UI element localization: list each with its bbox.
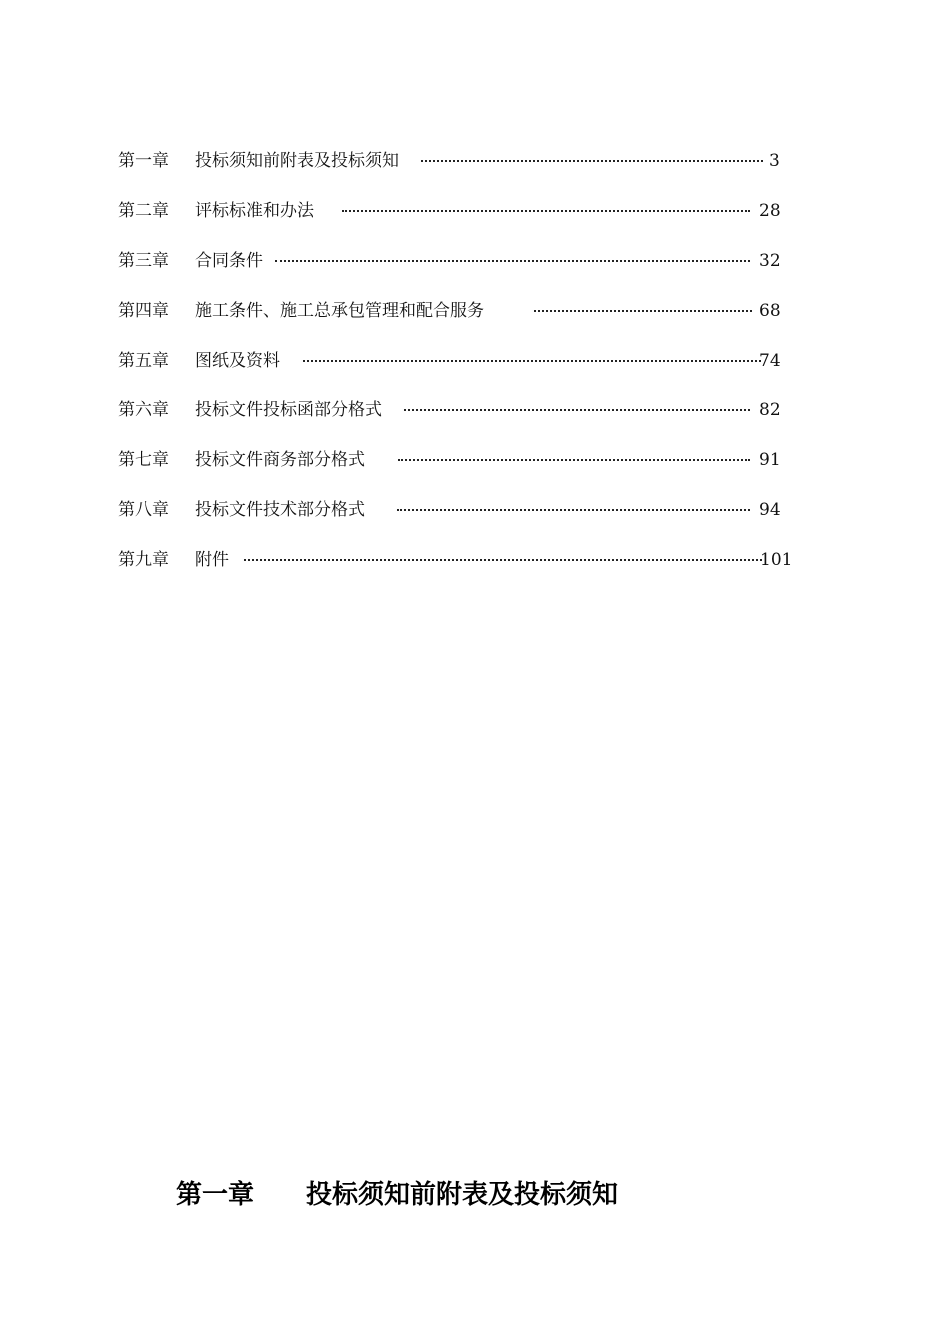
- toc-dot-leader: [342, 210, 750, 212]
- toc-chapter-number: 第七章: [118, 450, 169, 470]
- toc-chapter-title: 投标文件技术部分格式: [195, 500, 365, 520]
- toc-chapter-title: 投标须知前附表及投标须知: [195, 151, 399, 171]
- toc-page-number: 101: [760, 550, 793, 570]
- toc-chapter-number: 第一章: [118, 151, 169, 171]
- toc-dot-leader: [534, 310, 752, 312]
- toc-page-number: 32: [759, 251, 781, 271]
- toc-chapter-title: 施工条件、施工总承包管理和配合服务: [195, 301, 484, 321]
- chapter-heading-number: 第一章: [176, 1180, 255, 1210]
- toc-page-number: 82: [759, 400, 781, 420]
- toc-dot-leader: [303, 360, 761, 362]
- chapter-heading: [176, 1176, 618, 1214]
- toc-chapter-number: 第二章: [118, 201, 169, 221]
- toc-chapter-number: 第四章: [118, 301, 169, 321]
- toc-chapter-number: 第八章: [118, 500, 169, 520]
- toc-chapter-number: 第五章: [118, 351, 169, 371]
- toc-chapter-number: 第六章: [118, 400, 169, 420]
- toc-chapter-title: 合同条件: [195, 251, 263, 271]
- toc-dot-leader: [397, 509, 750, 511]
- toc-page-number: 74: [759, 351, 781, 371]
- toc-page-number: 91: [759, 450, 781, 470]
- toc-chapter-title: 投标文件投标函部分格式: [195, 400, 382, 420]
- toc-chapter-title: 投标文件商务部分格式: [195, 450, 365, 470]
- toc-dot-leader: [244, 559, 762, 561]
- toc-chapter-title: 图纸及资料: [195, 351, 280, 371]
- toc-dot-leader: [404, 409, 750, 411]
- toc-page-number: 3: [769, 151, 780, 171]
- toc-chapter-title: 附件: [195, 550, 229, 570]
- toc-chapter-number: 第九章: [118, 550, 169, 570]
- toc-page-number: 94: [759, 500, 781, 520]
- toc-chapter-title: 评标标准和办法: [195, 201, 314, 221]
- chapter-heading-title: 投标须知前附表及投标须知: [306, 1180, 619, 1210]
- toc-dot-leader: [398, 459, 750, 461]
- toc-dot-leader: [275, 260, 750, 262]
- toc-page-number: 68: [759, 301, 781, 321]
- table-of-contents: [0, 0, 950, 600]
- toc-page-number: 28: [759, 201, 781, 221]
- toc-chapter-number: 第三章: [118, 251, 169, 271]
- toc-dot-leader: [421, 160, 763, 162]
